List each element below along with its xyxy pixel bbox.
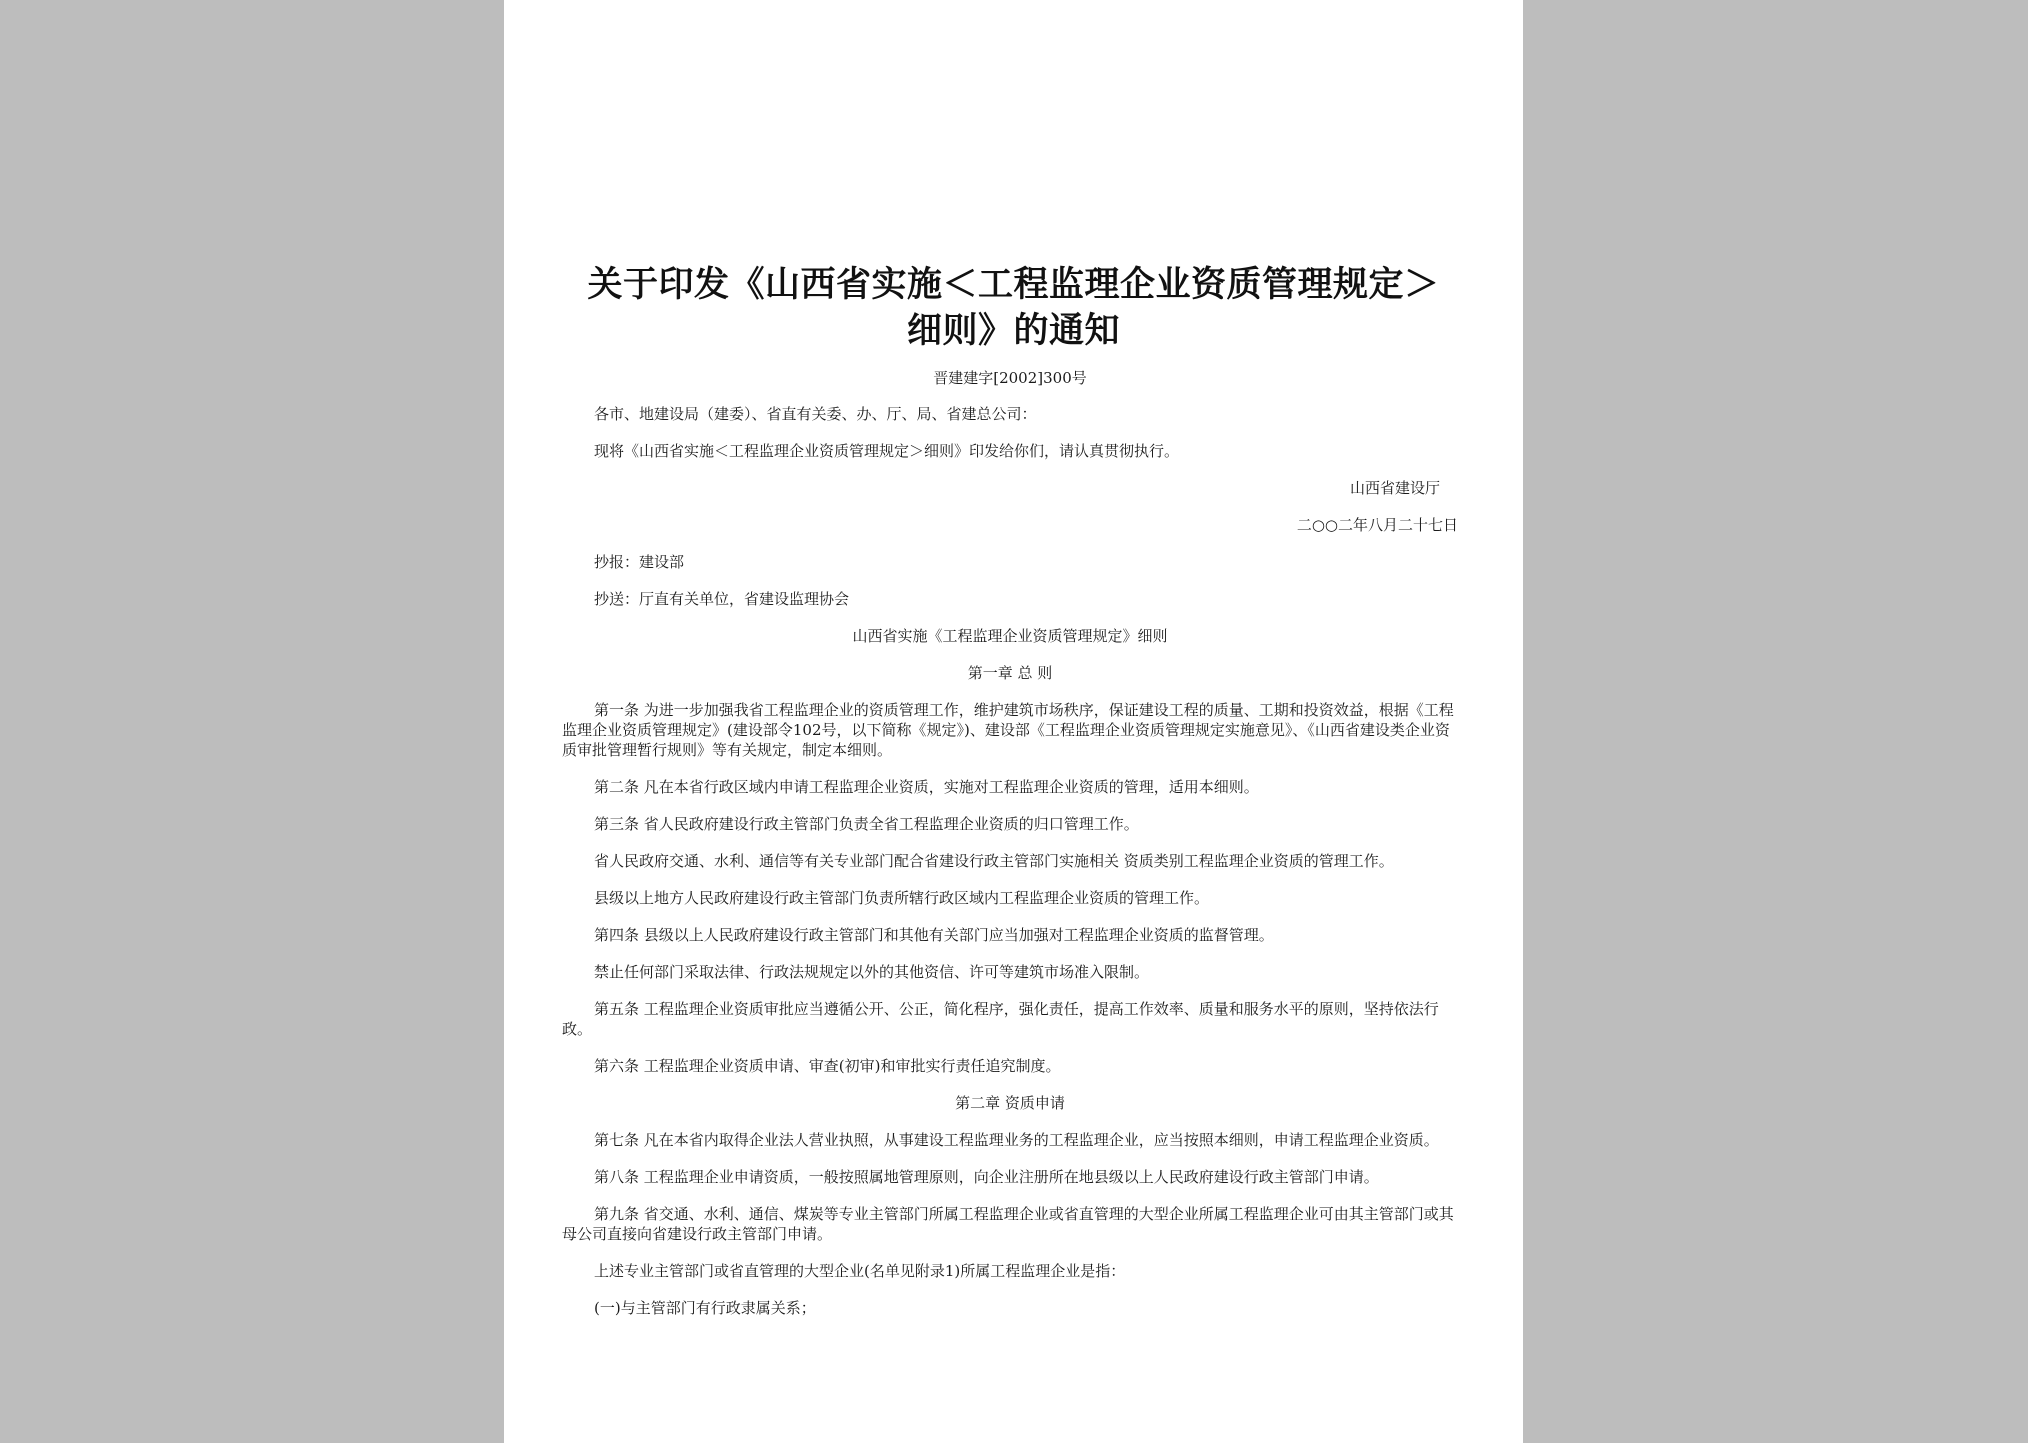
rules-title: 山西省实施《工程监理企业资质管理规定》细则 — [852, 627, 1168, 645]
document-body — [562, 368, 1458, 1318]
doc-number: 晋建建字[2002]300号 — [933, 369, 1087, 387]
cc-report: 抄报：建设部 — [594, 553, 685, 571]
cc-send: 抄送：厅直有关单位，省建设监理协会 — [594, 590, 850, 608]
article-4: 第四条 县级以上人民政府建设行政主管部门和其他有关部门应当加强对工程监理企业资质的监督管理。 — [594, 926, 1274, 944]
article-3: 第三条 省人民政府建设行政主管部门负责全省工程监理企业资质的归口管理工作。 — [594, 815, 1139, 833]
article-9: 第九条 省交通、水利、通信、煤炭等专业主管部门所属工程监理企业或省直管理的大型企业所属工程监理企业可由其主管部门或其母公司直接向省建设行政主管部门申请。 — [562, 1205, 1454, 1243]
article-1: 第一条 为进一步加强我省工程监理企业的资质管理工作，维护建筑市场秩序，保证建设工程的质量、工期和投资效益，根据《工程监理企业资质管理规定》(建设部令102号，以下简称《规定》)、建设部《工程监理企业资质管理规定实施意见》、《山西省建设类企业资质审批管理暂行规则》等有关规定，制定本细则。 — [562, 701, 1454, 759]
article-5: 第五条 工程监理企业资质审批应当遵循公开、公正，简化程序，强化责任，提高工作效率、质量和服务水平的原则，坚持依法行政。 — [562, 1000, 1439, 1038]
article-6: 第六条 工程监理企业资质申请、审查(初审)和审批实行责任追究制度。 — [594, 1057, 1061, 1075]
title-line-2: 细则》的通知 — [906, 311, 1120, 351]
document-title — [544, 262, 1483, 354]
issuer: 山西省建设厅 — [1349, 479, 1440, 497]
article-8: 第八条 工程监理企业申请资质，一般按照属地管理原则，向企业注册所在地县级以上人民政府建设行政主管部门申请。 — [594, 1168, 1379, 1186]
article-9-paragraph-2: 上述专业主管部门或省直管理的大型企业(名单见附录1)所属工程监理企业是指： — [594, 1262, 1126, 1280]
article-2: 第二条 凡在本省行政区域内申请工程监理企业资质，实施对工程监理企业资质的管理，适用本细则。 — [594, 778, 1259, 796]
addressee: 各市、地建设局（建委）、省直有关委、办、厅、局、省建总公司： — [594, 405, 1037, 423]
notice-paragraph: 现将《山西省实施＜工程监理企业资质管理规定＞细则》印发给你们，请认真贯彻执行。 — [594, 442, 1180, 460]
article-7: 第七条 凡在本省内取得企业法人营业执照，从事建设工程监理业务的工程监理企业，应当按照本细则，申请工程监理企业资质。 — [594, 1131, 1439, 1149]
document-page — [504, 0, 1523, 1443]
article-3-paragraph-2: 省人民政府交通、水利、通信等有关专业部门配合省建设行政主管部门实施相关 资质类别工程监理企业资质的管理工作。 — [594, 852, 1394, 870]
article-4-paragraph-2: 禁止任何部门采取法律、行政法规规定以外的其他资信、许可等建筑市场准入限制。 — [594, 963, 1150, 981]
chapter-1-heading: 第一章 总 则 — [967, 664, 1053, 682]
chapter-2-heading: 第二章 资质申请 — [955, 1094, 1065, 1112]
title-line-1: 关于印发《山西省实施＜工程监理企业资质管理规定＞ — [587, 265, 1440, 305]
article-9-item-1: (一)与主管部门有行政隶属关系； — [594, 1299, 816, 1317]
issue-date: 二○○二年八月二十七日 — [1296, 516, 1458, 534]
article-3-paragraph-3: 县级以上地方人民政府建设行政主管部门负责所辖行政区域内工程监理企业资质的管理工作。 — [594, 889, 1210, 907]
